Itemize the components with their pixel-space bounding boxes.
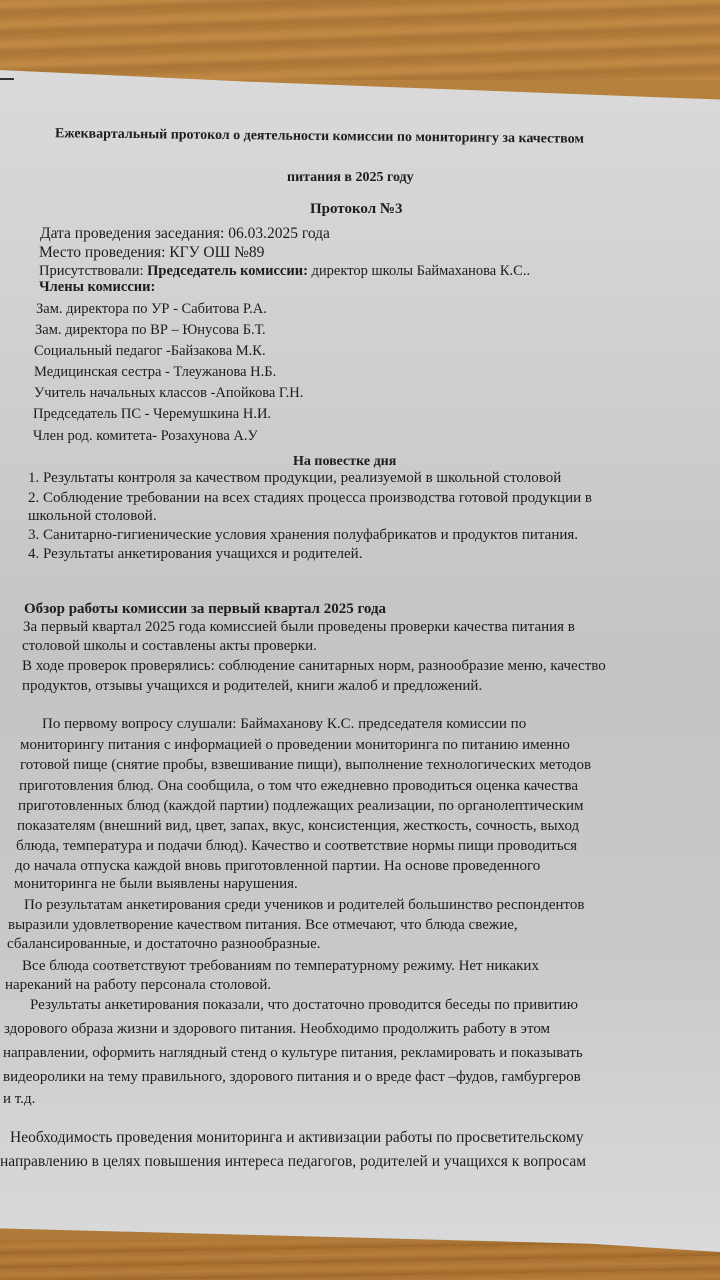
review-line: столовой школы и составлены акты проверки. xyxy=(22,638,317,654)
agenda-item: 1. Результаты контроля за качеством продукции, реализуемой в школьной столовой xyxy=(28,470,562,486)
member-item: Медицинская сестра - Тлеужанова Н.Б. xyxy=(34,364,277,380)
member-item: Зам. директора по УР - Сабитова Р.А. xyxy=(36,301,267,317)
results-line: и т.д. xyxy=(3,1091,36,1107)
survey-line: сбалансированные, и достаточно разнообразные. xyxy=(7,936,321,952)
chair-label: Председатель комиссии: xyxy=(147,263,308,279)
first-question-line: блюда, температура и подачи блюд). Качество и соответствие нормы пищи проводиться xyxy=(16,838,578,854)
first-question-line: мониторинга не были выявлены нарушения. xyxy=(14,876,298,892)
temperature-line: Все блюда соответствуют требованиям по температурному режиму. Нет никаких xyxy=(22,958,539,974)
wooden-table-background xyxy=(0,0,720,80)
attended-label: Присутствовали: xyxy=(39,263,148,279)
meeting-place: Место проведения: КГУ ОШ №89 xyxy=(39,244,265,261)
document-title-line2: питания в 2025 году xyxy=(287,170,414,185)
necessity-line: Необходимость проведения мониторинга и активизации работы по просветительскому xyxy=(10,1129,584,1146)
review-line: За первый квартал 2025 года комиссией были проведены проверки качества питания в xyxy=(23,619,575,635)
chair-value: директор школы Баймаханова К.С.. xyxy=(307,263,531,279)
survey-line: выразили удовлетворение качеством питания. Все отмечают, что блюда свежие, xyxy=(8,917,518,933)
results-line: Результаты анкетирования показали, что достаточно проводится беседы по привитию xyxy=(30,997,578,1013)
member-item: Председатель ПС - Черемушкина Н.И. xyxy=(33,406,272,422)
first-question-line: готовой пище (снятие пробы, взвешивание пищи), выполнение технологических методов xyxy=(20,757,592,773)
review-heading: Обзор работы комиссии за первый квартал 2025 года xyxy=(24,601,387,617)
protocol-number: Протокол №3 xyxy=(310,201,403,217)
survey-line: По результатам анкетирования среди учеников и родителей большинство респондентов xyxy=(24,897,585,913)
agenda-item: школьной столовой. xyxy=(28,508,157,524)
meeting-date: Дата проведения заседания: 06.03.2025 года xyxy=(40,225,330,242)
first-question-line: мониторингу питания с информацией о проведении мониторинга по питанию именно xyxy=(20,737,570,753)
members-heading: Члены комиссии: xyxy=(39,279,156,295)
results-line: здорового образа жизни и здорового питания. Необходимо продолжить работу в этом xyxy=(4,1021,551,1037)
agenda-item: 4. Результаты анкетирования учащихся и родителей. xyxy=(28,546,363,562)
member-item: Зам. директора по ВР – Юнусова Б.Т. xyxy=(35,322,266,338)
agenda-item: 2. Соблюдение требовании на всех стадиях процесса производства готовой продукции в xyxy=(28,490,592,506)
first-question-line: приготовления блюд. Она сообщила, о том что ежедневно проводиться оценка качества xyxy=(19,778,579,794)
wooden-table-background-bottom xyxy=(0,1240,720,1280)
pen-mark xyxy=(0,78,14,80)
necessity-line: направлению в целях повышения интереса педагогов, родителей и учащихся к вопросам xyxy=(0,1153,587,1170)
review-line: продуктов, отзывы учащихся и родителей, книги жалоб и предложений. xyxy=(22,678,483,694)
member-item: Учитель начальных классов -Апойкова Г.Н. xyxy=(34,385,304,401)
temperature-line: нареканий на работу персонала столовой. xyxy=(5,977,272,993)
document-title-line1: Ежеквартальный протокол о деятельности комиссии по мониторингу за качеством xyxy=(54,126,584,147)
results-line: видеоролики на тему правильного, здорового питания и о вреде фаст –фудов, гамбургеров xyxy=(3,1069,581,1085)
agenda-item: 3. Санитарно-гигиенические условия хранения полуфабрикатов и продуктов питания. xyxy=(28,527,579,543)
results-line: направлении, оформить наглядный стенд о культуре питания, рекламировать и показывать xyxy=(3,1045,583,1061)
review-line: В ходе проверок проверялись: соблюдение санитарных норм, разнообразие меню, качество xyxy=(22,658,606,674)
first-question-line: показателям (внешний вид, цвет, запах, вкус, консистенция, жесткость, сочность, выход xyxy=(17,818,580,834)
first-question-line: По первому вопросу слушали: Баймаханову К.С. председателя комиссии по xyxy=(42,716,527,732)
first-question-line: приготовленных блюд (каждой партии) подлежащих реализации, по органолептическим xyxy=(18,798,584,814)
first-question-line: до начала отпуска каждой вновь приготовленной партии. На основе проведенного xyxy=(15,858,541,874)
agenda-heading: На повестке дня xyxy=(293,454,397,469)
member-item: Член род. комитета- Розахунова А.У xyxy=(33,428,258,444)
member-item: Социальный педагог -Байзакова М.К. xyxy=(34,343,266,359)
